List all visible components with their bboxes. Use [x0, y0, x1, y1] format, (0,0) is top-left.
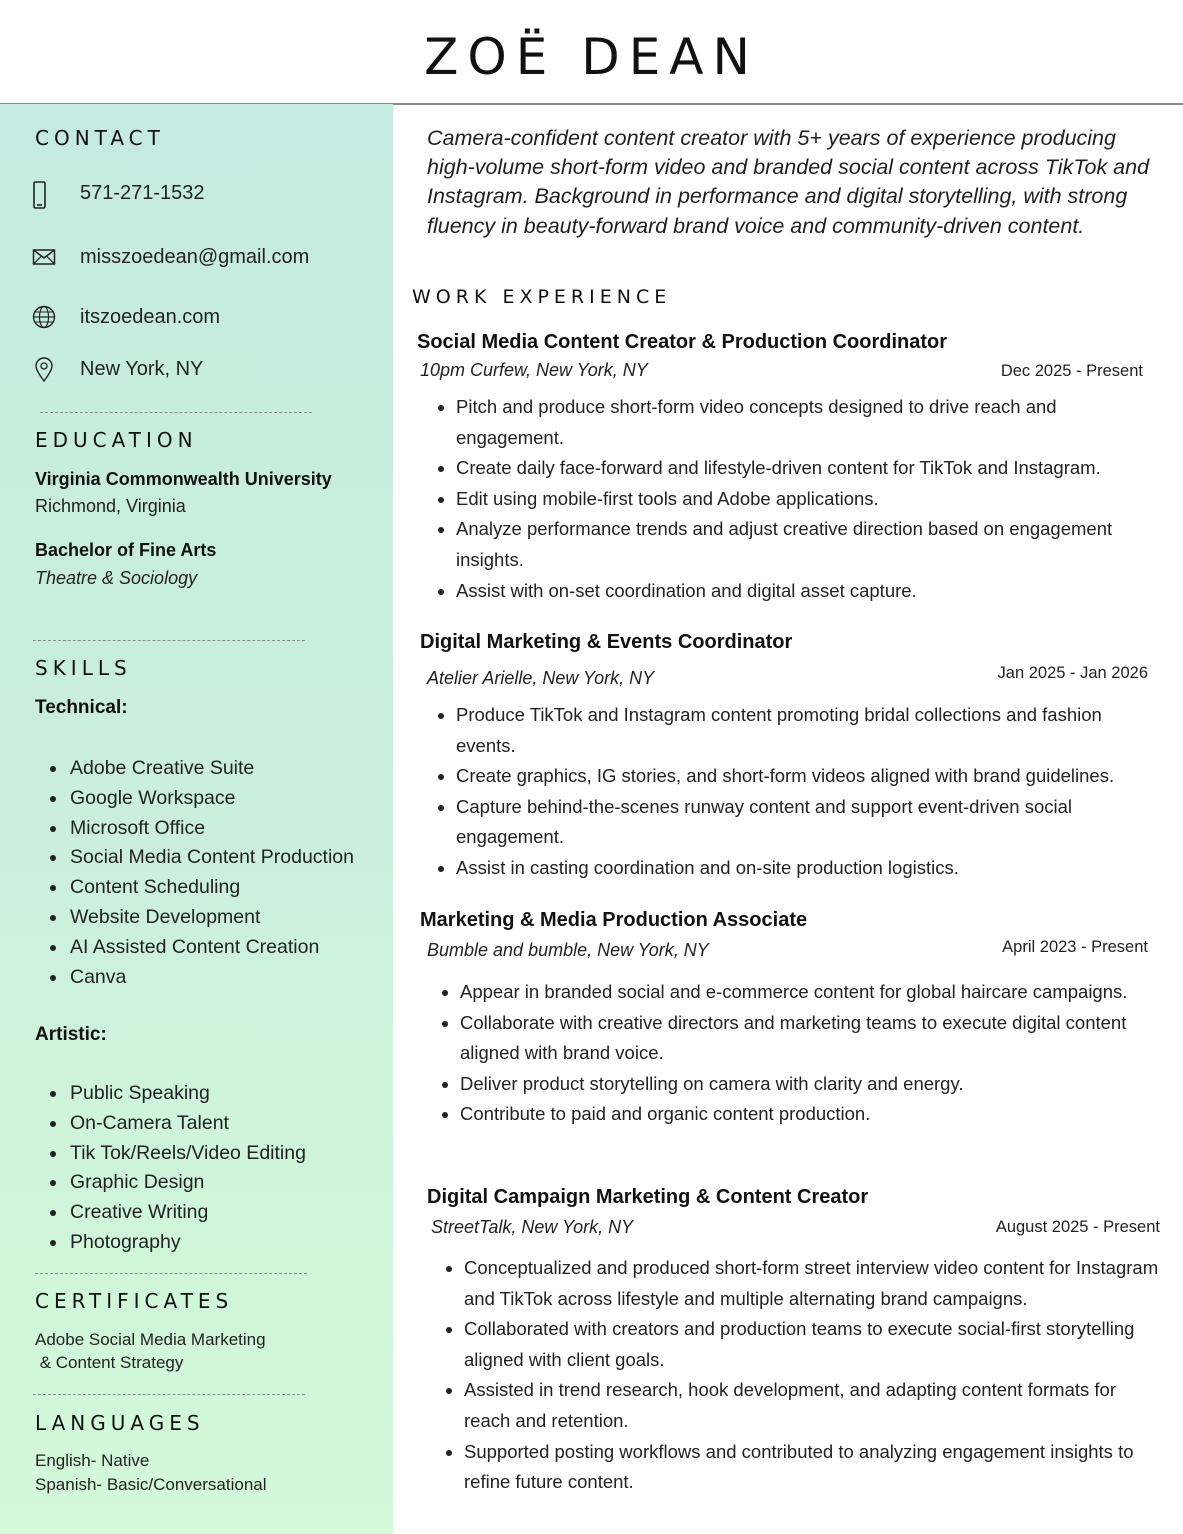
list-item: Social Media Content Production	[48, 843, 354, 873]
job-title: Marketing & Media Production Associate	[420, 909, 808, 931]
list-item: Photography	[48, 1228, 306, 1258]
list-item: Edit using mobile-first tools and Adobe applications.	[436, 484, 1156, 515]
job-bullets	[436, 700, 1161, 884]
list-item: Collaborate with creative directors and marketing teams to execute digital content aligned with brand voice.	[440, 1008, 1130, 1069]
job-bullets	[444, 1253, 1164, 1498]
candidate-name: ZOË DEAN	[424, 28, 759, 86]
school-location: Richmond, Virginia	[35, 496, 186, 516]
resume-header	[0, 0, 1183, 104]
sidebar-divider	[33, 640, 305, 641]
phone-number: 571-271-1532	[80, 181, 205, 204]
contact-location	[32, 357, 203, 381]
sidebar-divider	[33, 1394, 305, 1395]
list-item: Deliver product storytelling on camera with clarity and energy.	[440, 1069, 1130, 1100]
list-item: Supported posting workflows and contributed to analyzing engagement insights to refine future content.	[444, 1437, 1164, 1498]
job-company: 10pm Curfew, New York, NY	[420, 360, 648, 380]
list-item: Create daily face-forward and lifestyle-driven content for TikTok and Instagram.	[436, 453, 1156, 484]
phone-icon	[32, 181, 56, 205]
certificates-heading: CERTIFICATES	[35, 1289, 234, 1313]
globe-icon	[32, 305, 56, 329]
list-item: Create graphics, IG stories, and short-form videos aligned with brand guidelines.	[436, 761, 1161, 792]
list-item: Graphic Design	[48, 1168, 306, 1198]
list-item: Creative Writing	[48, 1198, 306, 1228]
list-item: Appear in branded social and e-commerce content for global haircare campaigns.	[440, 977, 1130, 1008]
map-pin-icon	[32, 357, 56, 381]
list-item: Google Workspace	[48, 784, 354, 814]
list-item: Canva	[48, 963, 354, 993]
list-item: Content Scheduling	[48, 873, 354, 903]
languages-heading: LANGUAGES	[35, 1411, 205, 1435]
list-item: Website Development	[48, 903, 354, 933]
technical-skills-list	[48, 754, 354, 992]
professional-summary: Camera-confident content creator with 5+ years of experience producing high-volume short-form video and branded social content across TikTok and Instagram. Background in performance and digital storytelling, with strong fluency in beauty-forward brand voice and community-driven content.	[427, 126, 1150, 238]
technical-skills-label: Technical:	[35, 697, 128, 718]
degree-major: Theatre & Sociology	[35, 568, 198, 588]
mail-icon	[32, 245, 56, 269]
list-item: Assist in casting coordination and on-site production logistics.	[436, 853, 1161, 884]
job-dates: April 2023 - Present	[1002, 938, 1148, 956]
job-company: Atelier Arielle, New York, NY	[427, 668, 655, 688]
job-dates: Dec 2025 - Present	[1000, 362, 1143, 380]
certificate-line-1: Adobe Social Media Marketing	[35, 1330, 266, 1349]
job-company: StreetTalk, New York, NY	[431, 1217, 634, 1237]
job-bullets	[440, 977, 1130, 1130]
list-item: Assisted in trend research, hook development, and adapting content formats for reach and retention.	[444, 1375, 1164, 1436]
school-name: Virginia Commonwealth University	[35, 469, 332, 489]
contact-website	[32, 305, 220, 329]
location-text: New York, NY	[80, 357, 204, 380]
language-english: English- Native	[35, 1451, 150, 1470]
job-company: Bumble and bumble, New York, NY	[427, 940, 709, 960]
skills-heading: SKILLS	[35, 656, 132, 680]
list-item: On-Camera Talent	[48, 1109, 306, 1139]
list-item: Collaborated with creators and production teams to execute social-first storytelling aligned with client goals.	[444, 1314, 1164, 1375]
email-address[interactable]: misszoedean@gmail.com	[80, 245, 310, 268]
list-item: Public Speaking	[48, 1079, 306, 1109]
list-item: Analyze performance trends and adjust creative direction based on engagement insights.	[436, 514, 1156, 575]
job-title: Social Media Content Creator & Production Coordinator	[417, 331, 948, 353]
job-dates: August 2025 - Present	[995, 1218, 1160, 1236]
job-title: Digital Marketing & Events Coordinator	[420, 631, 793, 653]
artistic-skills-list	[48, 1079, 306, 1258]
language-spanish: Spanish- Basic/Conversational	[35, 1475, 267, 1494]
degree-name: Bachelor of Fine Arts	[35, 540, 217, 560]
list-item: Pitch and produce short-form video concepts designed to drive reach and engagement.	[436, 392, 1156, 453]
website-link[interactable]: itszoedean.com	[80, 305, 221, 328]
job-dates: Jan 2025 - Jan 2026	[997, 664, 1148, 682]
contact-phone	[32, 181, 205, 205]
contact-heading: CONTACT	[35, 126, 165, 150]
artistic-skills-label: Artistic:	[35, 1024, 107, 1045]
list-item: AI Assisted Content Creation	[48, 933, 354, 963]
list-item: Adobe Creative Suite	[48, 754, 354, 784]
list-item: Produce TikTok and Instagram content promoting bridal collections and fashion events.	[436, 700, 1161, 761]
sidebar-divider	[35, 1273, 307, 1274]
list-item: Capture behind-the-scenes runway content and support event-driven social engagement.	[436, 792, 1161, 853]
list-item: Conceptualized and produced short-form street interview video content for Instagram and TikTok across lifestyle and multiple alternating brand campaigns.	[444, 1253, 1164, 1314]
sidebar-divider	[40, 412, 312, 413]
certificate-line-2: & Content Strategy	[35, 1353, 184, 1372]
list-item: Tik Tok/Reels/Video Editing	[48, 1139, 306, 1169]
contact-email	[32, 245, 309, 269]
list-item: Assist with on-set coordination and digital asset capture.	[436, 576, 1156, 607]
work-experience-heading: WORK EXPERIENCE	[412, 286, 672, 308]
education-heading: EDUCATION	[35, 428, 198, 452]
list-item: Contribute to paid and organic content production.	[440, 1099, 1130, 1130]
job-title: Digital Campaign Marketing & Content Creator	[427, 1186, 869, 1208]
job-bullets	[436, 392, 1156, 606]
list-item: Microsoft Office	[48, 814, 354, 844]
